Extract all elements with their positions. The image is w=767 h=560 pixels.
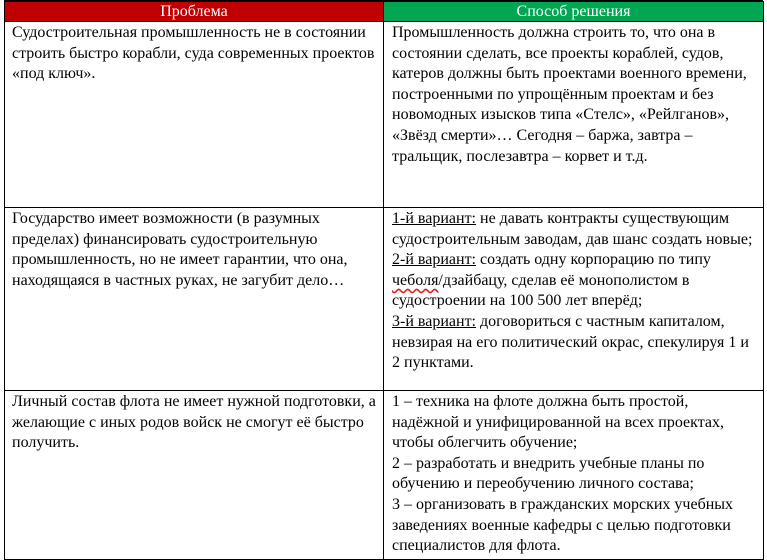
solution-item: 2 – разработать и внедрить учебные планы по обучению и переобучению личного состава; [392,454,705,493]
problem-column-header: Проблема [5,2,384,22]
option-3 [392,312,757,374]
solution-cell [384,391,764,560]
option-label: 1-й вариант: [392,210,476,227]
option-text: договориться с частным капиталом, невзирая на его политический окрас, спекулируя 1 и 2 пунктами. [392,312,749,372]
option-label: 2-й вариант: [392,251,476,269]
solution-item: 1 – техника на флоте должна быть простой, надёжной и унифицированной на всех проектах, чтобы облегчить обучение; [392,393,724,452]
option-label: 3-й вариант: [392,312,476,330]
option-1 [392,209,757,250]
problem-cell: Государство имеет возможности (в разумных пределах) финансировать судостроительную промышленность, но не имеет гарантии, что она, находящаяся в частных руках, не загубит дело… [5,208,384,391]
solution-column-header: Способ решения [384,2,764,22]
problem-cell: Судостроительная промышленность не в состоянии строить быстро корабли, суда современных проектов «под ключ». [5,22,384,208]
table-row [5,22,764,208]
solution-cell: Промышленность должна строить то, что она в состоянии сделать, все проекты кораблей, судов, катеров должны быть проектами военного времени, построенными по упрощённым проектам и без новомодных изысков типа «Стелс», «Рейлганов», «Звёзд смерти»… Сегодня – баржа, завтра – тральщик, послезавтра – корвет и т.д. [384,22,764,208]
spellcheck-flagged-word[interactable]: чеболя [392,271,439,289]
problems-solutions-table [4,1,764,560]
option-text: не давать контракты существующим судостроительным заводам, дав шанс создать новые; [392,210,753,248]
solution-cell [384,208,764,391]
option-text: создать одну корпорацию по типу [476,251,711,269]
table-row [5,208,764,391]
problem-cell: Личный состав флота не имеет нужной подготовки, а желающие с иных родов войск не смогут её быстро получить. [5,391,384,560]
table-header-row [5,2,764,22]
table-row [5,391,764,560]
option-2 [392,250,757,312]
option-text: /дзайбацу, сделав её монополистом в судостроении на 100 500 лет вперёд; [392,271,690,310]
solution-item: 3 – организовать в гражданских морских учебных заведениях военные кафедры с целью подготовки специалистов для флота. [392,495,734,555]
